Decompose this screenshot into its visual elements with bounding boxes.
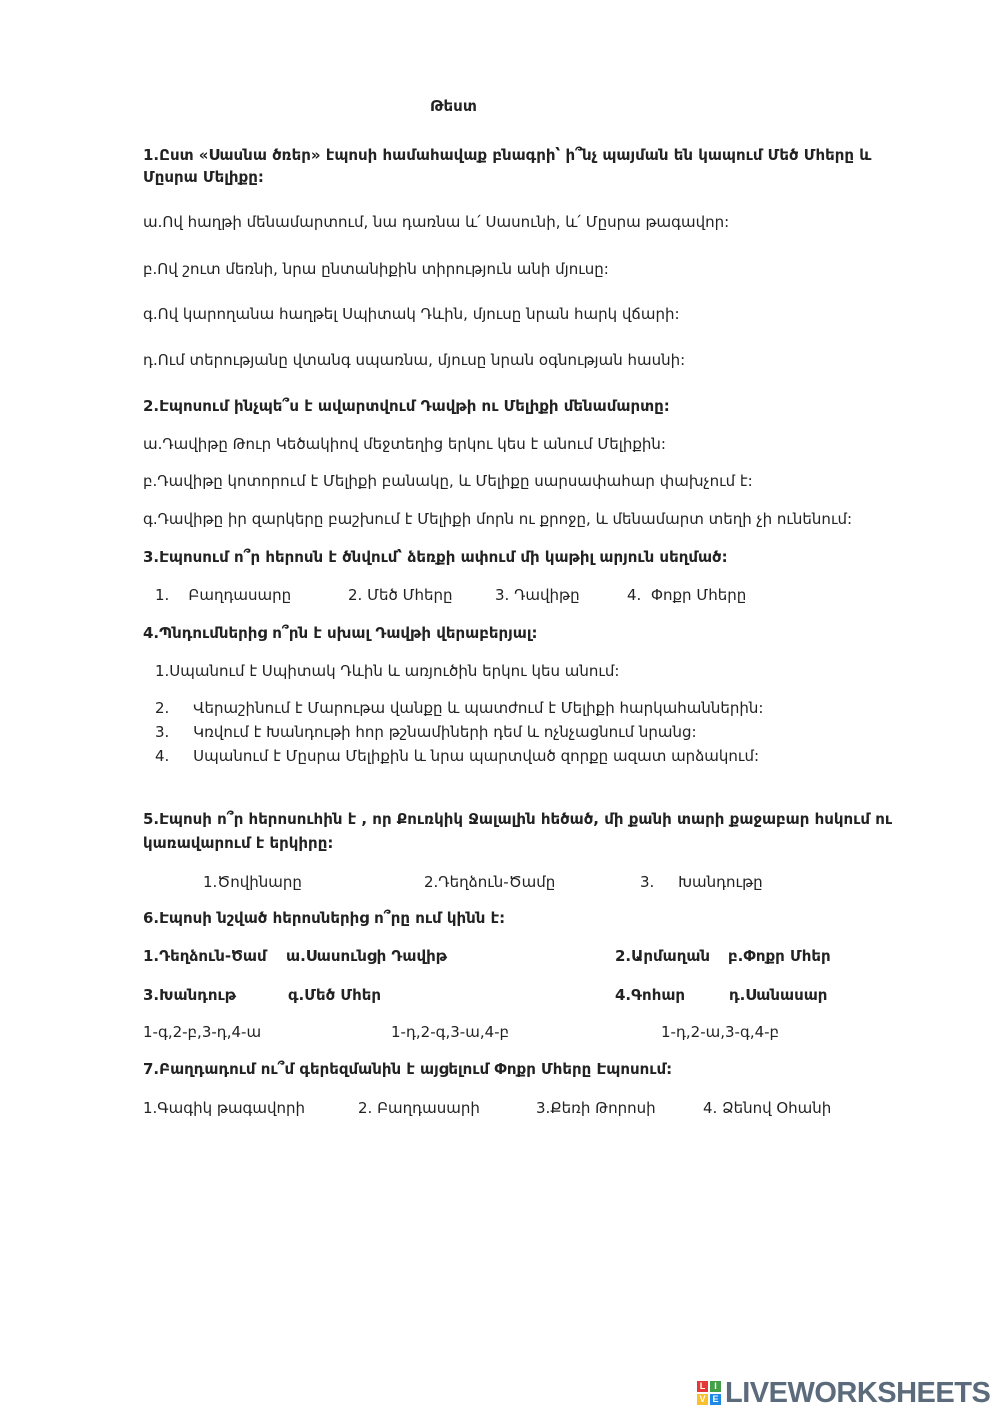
question-1-option-a[interactable]: ա.Ով հաղթի մենամարտում, նա դառնա և՛ Սասունի, և՛ Մըսրա թագավոր: <box>143 213 730 231</box>
match-left-3: 3.Խանդութ <box>143 986 237 1004</box>
question-5-option-1[interactable]: 1.Ծովինարը <box>203 873 302 891</box>
question-6-answer-3[interactable]: 1-դ,2-ա,3-գ,4-բ <box>661 1023 780 1041</box>
logo-letter-v: V <box>697 1394 708 1405</box>
liveworksheets-logo <box>697 1376 990 1410</box>
logo-letter-i: I <box>710 1381 721 1392</box>
question-1-option-d[interactable]: դ.Ում տերությանը վտանգ սպառնա, մյուսը նրան օգնության հասնի: <box>143 351 686 369</box>
match-right-c: գ.Մեծ Մհեր <box>288 986 381 1004</box>
question-4-option-1[interactable]: 1.Սպանում է Սպիտակ Դևին և առյուծին երկու կես անում: <box>155 662 620 680</box>
question-1-option-c[interactable]: գ.Ով կարողանա հաղթել Սպիտակ Դևին, մյուսը նրան հարկ վճարի: <box>143 305 680 323</box>
question-2-text: 2.Էպոսում ինչպե՞ս է ավարտվում Դավթի ու Մելիքի մենամարտը: <box>143 397 670 415</box>
question-7-option-3[interactable]: 3.Քեռի Թորոսի <box>536 1099 656 1117</box>
question-1-option-b[interactable]: բ.Ով շուտ մեռնի, նրա ընտանիքին տիրություն անի մյուսը: <box>143 260 609 278</box>
question-1-text: 1.Ըստ «Սասնա ծռեր» էպոսի համահավաք բնագրի՝ ի՞նչ պայման են կապում Մեծ Մհերը և <box>143 146 872 164</box>
question-2-option-b[interactable]: բ.Դավիթը կոտորում է Մելիքի բանակը, և Մելիքը սարսափահար փախչում է: <box>143 472 753 490</box>
logo-letter-e: E <box>710 1394 721 1405</box>
question-7-text: 7.Բաղդադում ու՞մ գերեզմանին է այցելում Փոքր Մհերը Էպոսում: <box>143 1060 673 1078</box>
question-1-text-cont: Մըսրա Մելիքը: <box>143 168 264 186</box>
question-3-option-1[interactable]: 1. Բաղդասարը <box>155 586 292 604</box>
question-4-option-3[interactable]: 3. Կռվում է Խանդութի հոր թշնամիների դեմ և ոչնչացնում նրանց: <box>155 723 697 741</box>
logo-letter-l: L <box>697 1381 708 1392</box>
question-3-text: 3.Էպոսում ո՞ր հերոսն է ծնվում՝ ձեռքի ափում մի կաթիլ արյուն սեղմած: <box>143 548 728 566</box>
question-4-text: 4.Պնդումներից ո՞րն է սխալ Դավթի վերաբերյալ: <box>143 624 538 642</box>
question-6-answer-2[interactable]: 1-դ,2-գ,3-ա,4-բ <box>391 1023 510 1041</box>
question-7-option-4[interactable]: 4. Ձենով Օհանի <box>703 1099 832 1117</box>
logo-brand-text: LIVEWORKSHEETS <box>725 1376 991 1409</box>
question-3-option-4[interactable]: 4. Փոքր Մհերը <box>627 586 747 604</box>
question-5-text: 5.Էպոսի ո՞ր հերոսուհին է , որ Քուռկիկ Ջալալին հեծած, մի քանի տարի քաջաբար հսկում ու <box>143 810 893 828</box>
question-7-option-2[interactable]: 2. Բաղդասարի <box>358 1099 480 1117</box>
question-4-option-2[interactable]: 2. Վերաշինում է Մարութա վանքը և պատժում է Մելիքի հարկահաններին: <box>155 699 764 717</box>
match-left-1: 1.Դեղձուն-Ծամ <box>143 947 267 965</box>
question-5-option-3[interactable]: 3. Խանդութը <box>640 873 763 891</box>
question-4-option-4[interactable]: 4. Սպանում է Մըսրա Մելիքին և նրա պարտված զորքը ազատ արձակում: <box>155 747 760 765</box>
question-5-text-cont: կառավարում է երկիրը: <box>143 834 334 852</box>
page-title: Թեստ <box>430 97 477 115</box>
question-3-option-3[interactable]: 3. Դավիթը <box>495 586 580 604</box>
logo-mark-icon <box>697 1381 721 1405</box>
match-left-2: 2.Արմաղան <box>615 947 711 965</box>
match-right-d: դ.Սանասար <box>729 986 828 1004</box>
question-6-answer-1[interactable]: 1-գ,2-բ,3-դ,4-ա <box>143 1023 262 1041</box>
question-2-option-a[interactable]: ա.Դավիթը Թուր Կեծակիով մեջտեղից երկու կես է անում Մելիքին: <box>143 435 666 453</box>
match-left-4: 4.Գոհար <box>615 986 686 1004</box>
question-7-option-1[interactable]: 1.Գագիկ թագավորի <box>143 1099 306 1117</box>
match-right-a: ա.Սասունցի Դավիթ <box>286 947 448 965</box>
question-3-option-2[interactable]: 2. Մեծ Մհերը <box>348 586 453 604</box>
question-5-option-2[interactable]: 2.Դեղձուն-Ծամը <box>424 873 556 891</box>
match-right-b: բ.Փոքր Մհեր <box>728 947 831 965</box>
question-2-option-c[interactable]: գ.Դավիթը իր զարկերը բաշխում է Մելիքի մորն ու քրոջը, և մենամարտ տեղի չի ունենում: <box>143 510 853 528</box>
question-6-text: 6.Էպոսի նշված հերոսներից ո՞րը ում կինն է: <box>143 909 506 927</box>
